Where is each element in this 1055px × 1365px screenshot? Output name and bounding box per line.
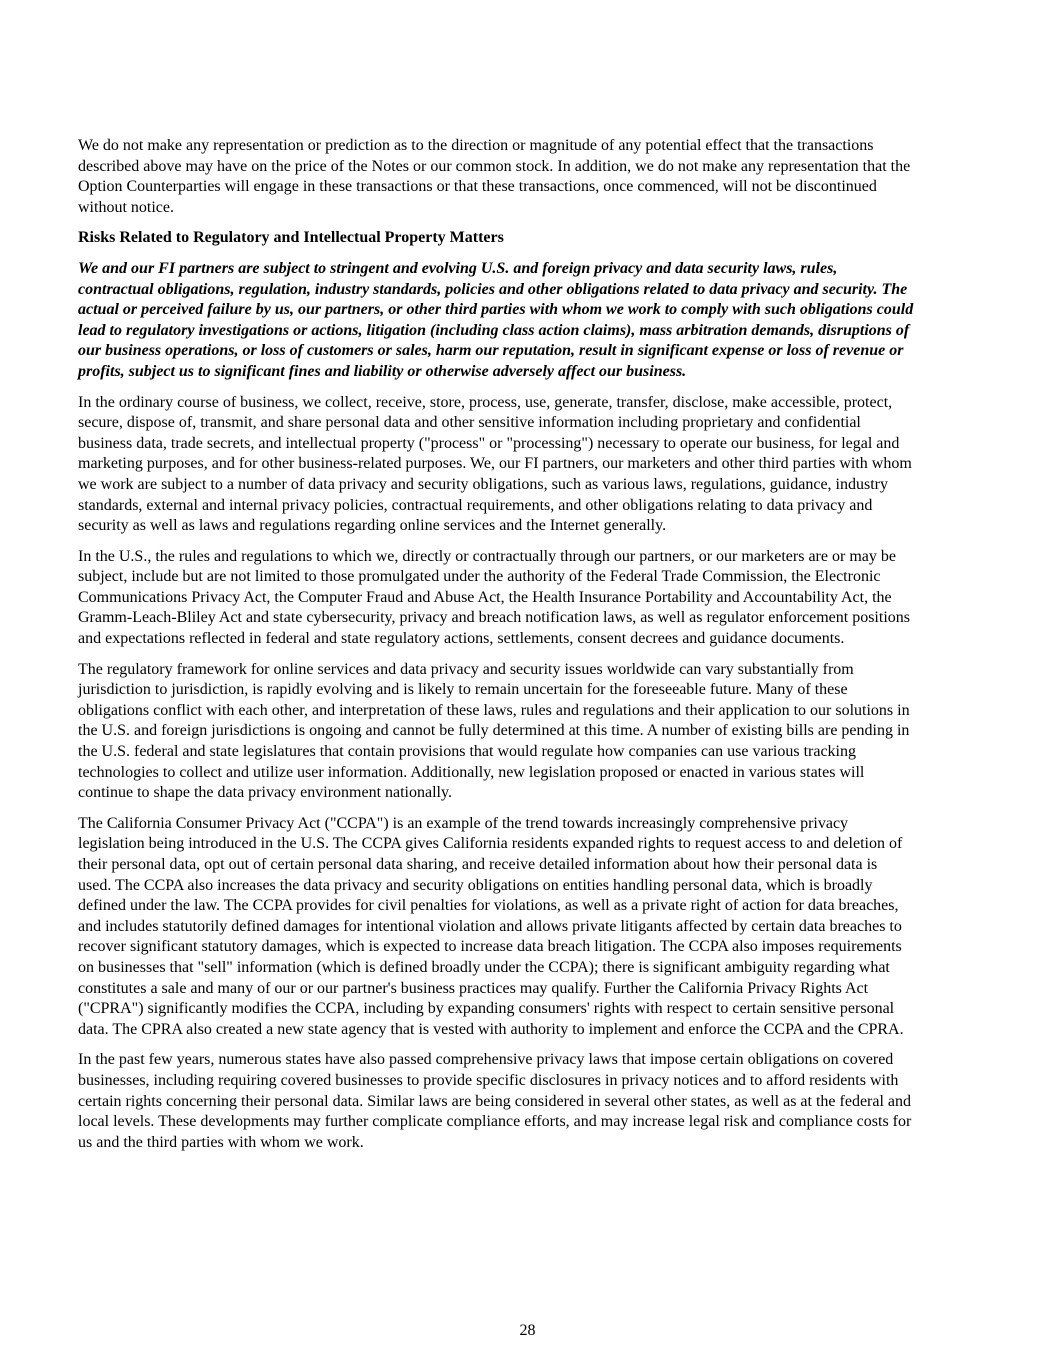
text-line: In the ordinary course of business, we collect, receive, store, process, use, generate, transfer, disclose, make accessible, protect, bbox=[78, 393, 893, 411]
text-line: Gramm-Leach-Bliley Act and state cybersecurity, privacy and breach notification laws, as well as regulator enforcement positions bbox=[78, 609, 910, 627]
paragraph bbox=[78, 393, 988, 537]
text-line: without notice. bbox=[78, 198, 174, 216]
text-line: contractual obligations, regulation, industry standards, policies and other obligations related to data privacy and security. The bbox=[78, 280, 908, 298]
section-heading bbox=[78, 228, 988, 249]
text-line: jurisdiction to jurisdiction, is rapidly evolving and is likely to remain uncertain for the foreseeable future. Many of these bbox=[78, 681, 848, 699]
page-number: 28 bbox=[519, 1322, 536, 1339]
text-line: used. The CCPA also increases the data privacy and security obligations on entities handling personal data, which is broadly bbox=[78, 876, 873, 894]
text-line: subject, include but are not limited to those promulgated under the authority of the Federal Trade Commission, the Electronic bbox=[78, 568, 881, 586]
text-line: Communications Privacy Act, the Computer Fraud and Abuse Act, the Health Insurance Portability and Accountability Act, the bbox=[78, 588, 892, 606]
risk-factor-summary bbox=[78, 259, 988, 383]
text-line: In the past few years, numerous states have also passed comprehensive privacy laws that impose certain obligations on covered bbox=[78, 1051, 894, 1069]
text-line: lead to regulatory investigations or actions, litigation (including class action claims), mass arbitration demands, disruptions of bbox=[78, 321, 910, 339]
text-line: Risks Related to Regulatory and Intellectual Property Matters bbox=[78, 229, 504, 247]
text-line: and expectations reflected in federal and state regulatory actions, settlements, consent decrees and guidance documents. bbox=[78, 630, 845, 648]
text-line: profits, subject us to significant fines and liability or otherwise adversely affect our business. bbox=[78, 362, 687, 380]
text-line: constitutes a sale and many of our or our partner's business practices may qualify. Further the California Privacy Rights Act bbox=[78, 979, 869, 997]
text-line: defined under the law. The CCPA provides for civil penalties for violations, as well as a private right of action for data breaches, bbox=[78, 897, 899, 915]
paragraph bbox=[78, 547, 988, 650]
text-line: us and the third parties with whom we work. bbox=[78, 1133, 364, 1151]
text-line: described above may have on the price of the Notes or our common stock. In addition, we do not make any representation that the bbox=[78, 157, 911, 175]
text-line: on businesses that "sell" information (which is defined broadly under the CCPA); there is significant ambiguity regarding what bbox=[78, 958, 890, 976]
text-line: their personal data, opt out of certain personal data sharing, and receive detailed information about how their personal data is bbox=[78, 856, 878, 873]
text-line: marketing purposes, and for other business-related purposes. We, our FI partners, our marketers and other third parties with whom bbox=[78, 455, 912, 473]
text-line: the U.S. federal and state legislatures that contain provisions that would regulate how companies can use various tracking bbox=[78, 743, 856, 761]
text-line: business data, trade secrets, and intellectual property ("process" or "processing") necessary to operate our business, for legal and bbox=[78, 434, 900, 452]
text-line: security as well as laws and regulations regarding online services and the Internet generally. bbox=[78, 517, 667, 535]
text-line: the U.S. and foreign jurisdictions is ongoing and cannot be fully determined at this time. A number of existing bills are pending in bbox=[78, 722, 910, 740]
paragraph bbox=[78, 660, 988, 804]
text-line: technologies to collect and utilize user information. Additionally, new legislation proposed or enacted in various states will bbox=[78, 763, 865, 781]
text-line: our business operations, or loss of customers or sales, harm our reputation, result in significant expense or loss of revenue or bbox=[78, 342, 904, 360]
document-body bbox=[78, 136, 988, 1163]
paragraph bbox=[78, 814, 988, 1041]
text-line: we work are subject to a number of data privacy and security obligations, such as various laws, regulations, guidance, industry bbox=[78, 475, 888, 493]
text-line: businesses, including requiring covered businesses to provide specific disclosures in privacy notices and to afford residents with bbox=[78, 1071, 899, 1089]
text-line: legislation being introduced in the U.S. The CCPA gives California residents expanded rights to request access to and deletion of bbox=[78, 835, 903, 853]
text-line: ("CPRA") significantly modifies the CCPA, including by expanding consumers' rights with respect to certain sensitive personal bbox=[78, 1000, 895, 1018]
text-line: continue to shape the data privacy environment nationally. bbox=[78, 784, 452, 802]
text-line: data. The CPRA also created a new state agency that is vested with authority to implement and enforce the CCPA and the CPRA. bbox=[78, 1020, 904, 1038]
text-line: In the U.S., the rules and regulations to which we, directly or contractually through our partners, or our marketers are or may be bbox=[78, 547, 896, 565]
text-line: recover significant statutory damages, which is expected to increase data breach litigation. The CCPA also imposes requirements bbox=[78, 938, 902, 956]
text-line: Option Counterparties will engage in these transactions or that these transactions, once commenced, will not be discontinued bbox=[78, 178, 877, 196]
text-line: The regulatory framework for online services and data privacy and security issues worldwide can vary substantially from bbox=[78, 660, 854, 678]
text-line: certain rights concerning their personal data. Similar laws are being considered in several other states, as well as at the federal and bbox=[78, 1092, 912, 1110]
text-line: We do not make any representation or prediction as to the direction or magnitude of any potential effect that the transactions bbox=[78, 137, 874, 154]
text-line: actual or perceived failure by us, our partners, or other third parties with whom we work to comply with such obligations could bbox=[78, 301, 914, 319]
paragraph bbox=[78, 136, 988, 218]
text-line: The California Consumer Privacy Act ("CCPA") is an example of the trend towards increasingly comprehensive privacy bbox=[78, 814, 849, 832]
text-line: and includes statutorily defined damages for intentional violation and allows private litigants affected by certain data breaches to bbox=[78, 917, 902, 935]
text-line: obligations conflict with each other, and interpretation of these laws, rules and regulations and their application to our solutions in bbox=[78, 701, 910, 719]
text-line: standards, external and internal privacy policies, contractual requirements, and other obligations relating to data privacy and bbox=[78, 496, 873, 514]
text-line: secure, dispose of, transmit, and share personal data and other sensitive information including proprietary and confidential bbox=[78, 414, 861, 432]
text-line: local levels. These developments may further complicate compliance efforts, and may increase legal risk and compliance costs for bbox=[78, 1113, 912, 1131]
text-line: We and our FI partners are subject to stringent and evolving U.S. and foreign privacy and data security laws, rules, bbox=[78, 259, 838, 277]
paragraph bbox=[78, 1050, 988, 1153]
